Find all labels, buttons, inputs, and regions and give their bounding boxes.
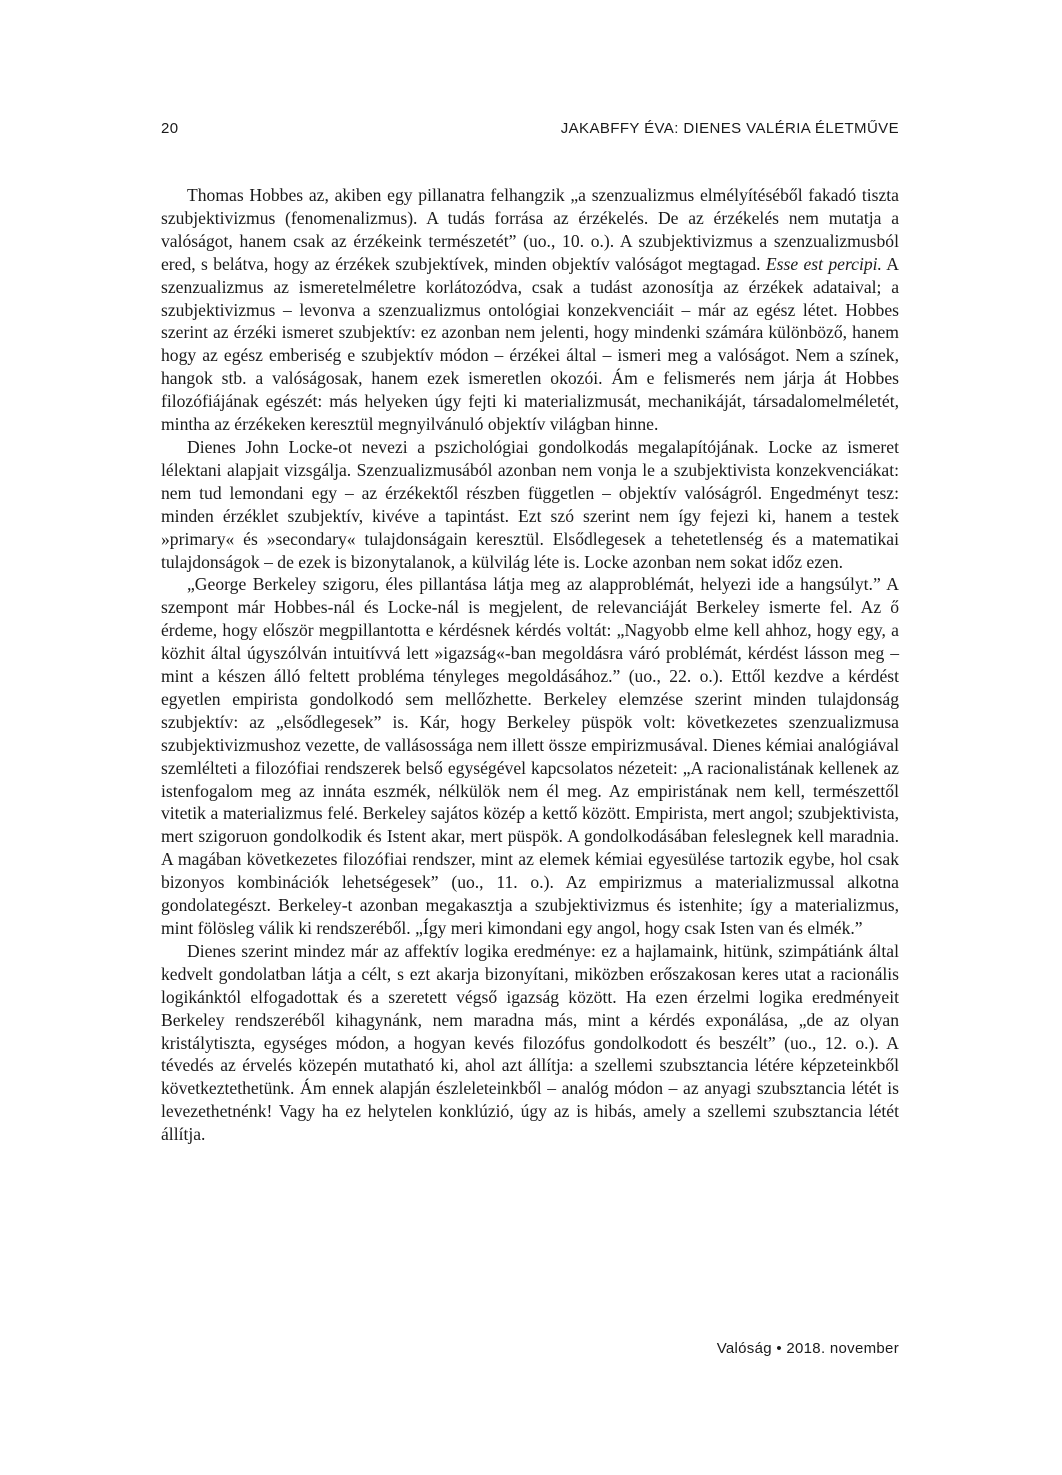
page-number: 20	[161, 120, 179, 137]
paragraph-locke: Dienes John Locke-ot nevezi a pszichológiai gondolkodás megalapítójának. Locke az ismeret lélektani alapjait vizsgálja. Szenzualizmusából azonban nem vonja le a szubjektivista konzekvenciákat: nem tud lemondani egy – az érzékektől részben független – objektív valóságról. Engedményt tesz: minden érzéklet szubjektív, kivéve a tapintást. Ezt szó szerint nem így fejezi ki, hanem a testek »primary« és »secondary« tulajdonságain keresztül. Elsődlegesek a tehetetlenség és a matematikai tulajdonságok – de ezek is bizonytalanok, a külvilág léte is. Locke azonban nem sokat időz ezen.	[161, 436, 899, 572]
paragraph-text: Thomas Hobbes az, akiben egy pillanatra felhangzik „a szenzualizmus elmélyítéséből fakadó tiszta szubjektivizmus (fenomenalizmus). A tudás forrása az érzékelés. De az érzékelés nem mutatja a valóságot, hanem csak az érzékeink természetét” (uo., 10. o.). A szubjektivizmus a szenzualizmusból ered, s belátva, hogy az érzékek szubjektívek, minden objektív valóságot megtagad.	[161, 185, 899, 274]
paragraph-text: A szenzualizmus az ismeretelméletre korlátozódva, csak a tudást azonosítja az érzékek adataival; a szubjektivizmus – levonva a szenzualizmus ontológiai konzekvenciáit – már az egész létet. Hobbes szerint az érzéki ismeret szubjektív: ez azonban nem jelenti, hogy mindenki számára különböző, hanem hogy az egész emberiség e szubjektív módon – érzékei által – ismeri meg a valóságot. Nem a színek, hangok stb. a valóságosak, hanem ezek ismeretlen okozói. Ám e felismerés nem járja át Hobbes filozófiájának egészét: más helyeken úgy fejti ki materializmusát, mechanikáját, társadalomelméletét, mintha az érzékeken keresztül megnyilvánuló objektív világban hinne.	[161, 253, 899, 435]
latin-phrase: Esse est percipi.	[765, 253, 882, 274]
paragraph-berkeley: „George Berkeley szigoru, éles pillantása látja meg az alapproblémát, helyezi ide a hangsúlyt.” A szempont már Hobbes-nál és Locke-nál is megjelent, de relevanciáját Berkeley ismerte fel. Az ő érdeme, hogy először megpillantotta e kérdésnek kérdés voltát: „Nagyobb elme kell ahhoz, hogy egy, a közhit által úgyszólván intuitívvá lett »igazság«-ban megoldásra váró problémát, kérdést lásson meg – mint a készen álló feltett probléma tényleges megoldásához.” (uo., 22. o.). Ettől kezdve a kérdést egyetlen empirista gondolkodó sem mellőzhette. Berkeley elemzése szerint minden tulajdonság szubjektív: az „elsődlegesek” is. Kár, hogy Berkeley püspök volt: következetes szenzualizmusa szubjektivizmushoz vezette, de vallásossága nem illett össze empirizmusával. Dienes kémiai analógiával szemlélteti a filozófiai rendszerek belső egységével kapcsolatos nézeteit: „A racionalistának kellenek az istenfogalom meg az innáta eszmék, nélkülök nem él meg. Az empiristának nem kell, természettől vitetik a materializmus felé. Berkeley sajátos közép a kettő között. Empirista, mert angol; szubjektivista, mert szigoruon gondolkodik és Istent akar, mert püspök. A gondolkodásában feleslegnek kell maradnia. A magában következetes filozófiai rendszer, mint az elemek kémiai egyesülése tartozik egybe, hol csak bizonyos kombinációk lehetségesek” (uo., 11. o.). Az empirizmus a materializmussal alkotna gondolategészt. Berkeley-t azonban megakasztja a szubjektivizmus és istenhite; így a materializmus, mint fölösleg válik ki rendszeréből. „Így meri kimondani egy angol, hogy csak Isten van és elmék.”	[161, 574, 899, 938]
page-footer: Valóság • 2018. november	[716, 1340, 899, 1357]
paragraph-hobbes	[161, 184, 899, 436]
article-body	[161, 184, 899, 1146]
running-title: JAKABFFY ÉVA: DIENES VALÉRIA ÉLETMŰVE	[560, 120, 899, 137]
paragraph-affective-logic: Dienes szerint mindez már az affektív logika eredménye: ez a hajlamaink, hitünk, szimpátiánk által kedvelt gondolatban látja a célt, s ezt akarja bizonyítani, miközben erőszakosan keres utat a racionális logikánktól elfogadottak és a szeretett végső igazság között. Ha ezen érzelmi logika eredményeit Berkeley rendszeréből kihagynánk, nem maradna más, mint a kérdés exponálása, „de az olyan kristálytiszta, egységes módon, a hogyan kevés filozófus gondolkodott és beszélt” (uo., 12. o.). A tévedés az érvelés közepén mutatható ki, ahol azt állítja: a szellemi szubsztancia létére képzeteinkből következtethetünk. Ám ennek alapján észleleteinkből – analóg módon – az anyagi szubsztancia létét is levezethetnénk! Vagy ha ez helytelen konklúzió, úgy az is hibás, amely a szellemi szubsztancia létét állítja.	[161, 940, 899, 1145]
page-header	[161, 120, 899, 144]
